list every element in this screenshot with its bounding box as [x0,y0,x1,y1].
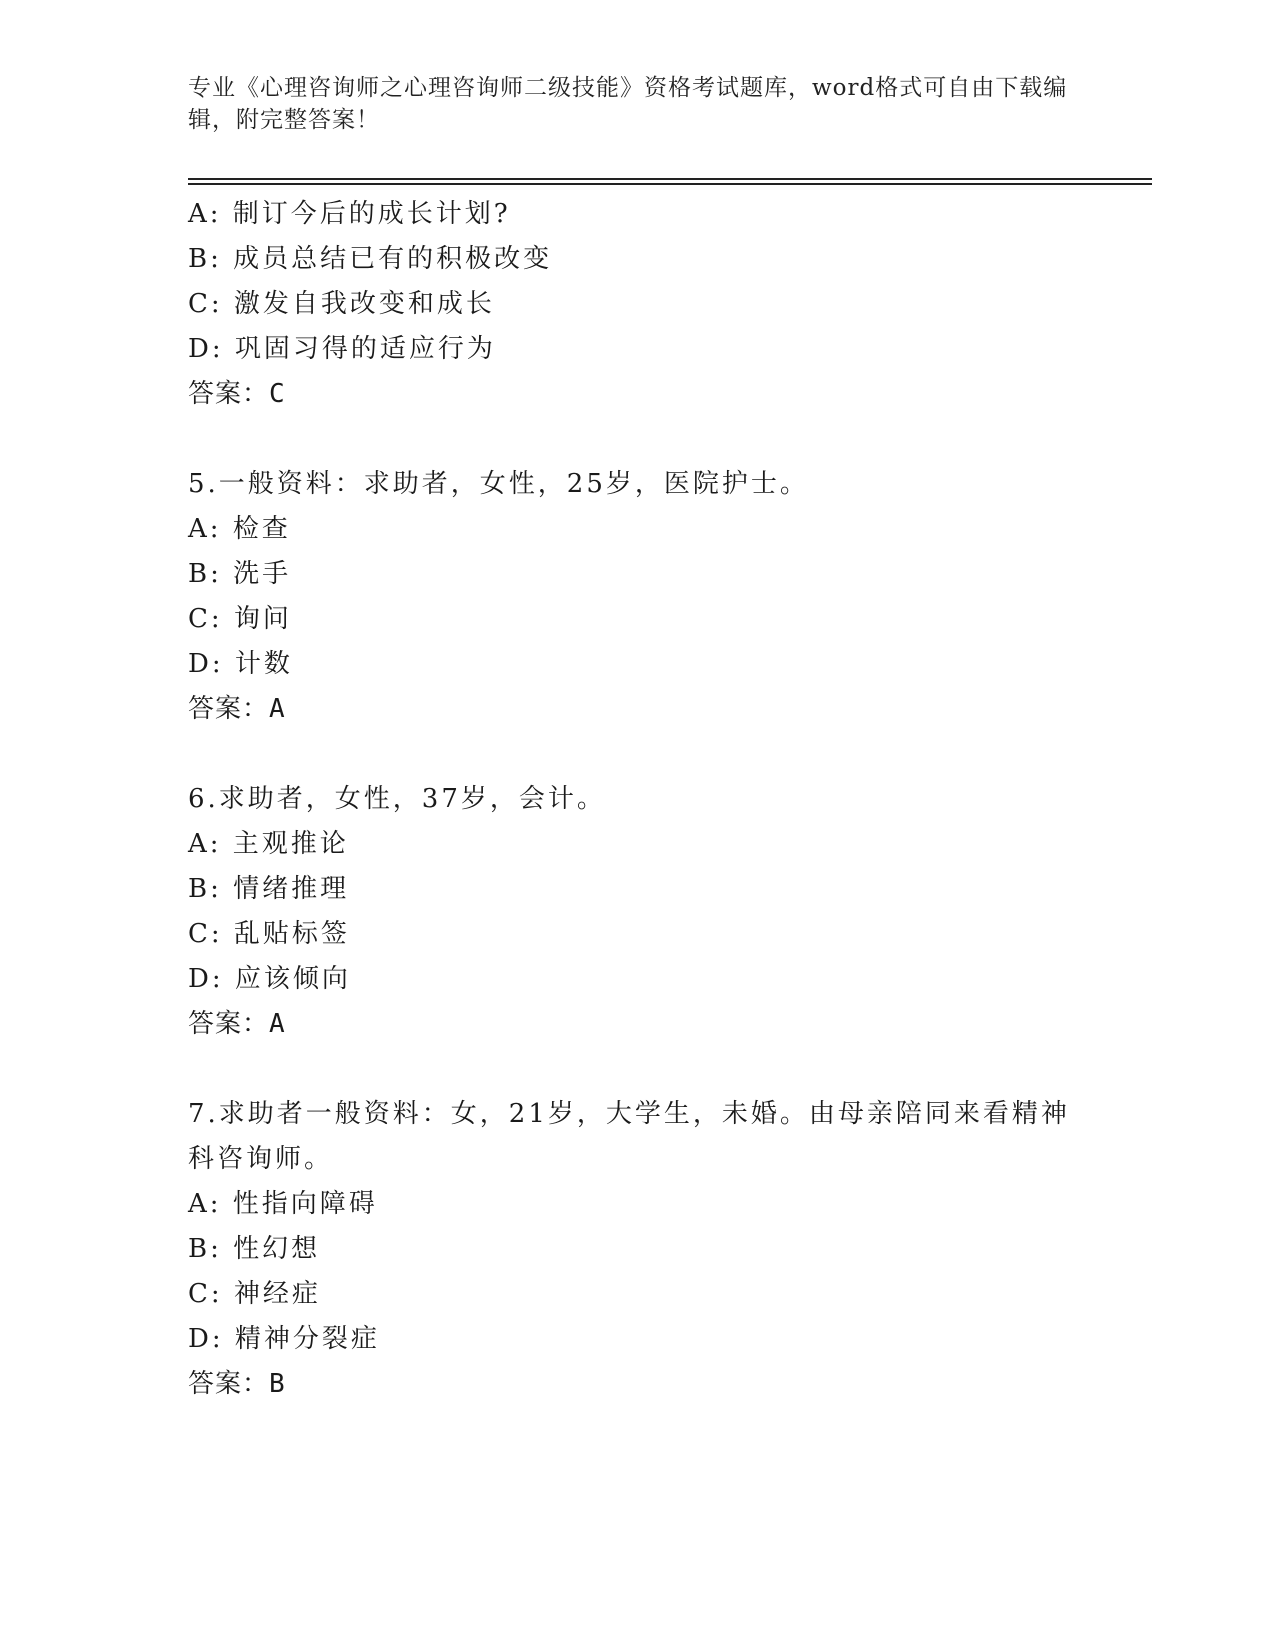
q5-answer-label: 答案： [188,694,270,724]
header-divider-top [188,178,1152,180]
q7-stem-line1: 7.求助者一般资料：女，21岁，大学生，未婚。由母亲陪同来看精神 [188,1099,1070,1129]
q4-answer [188,373,286,410]
document-header: 专业《心理咨询师之心理咨询师二级技能》资格考试题库，word格式可自由下载编辑，附完整答案！ [188,75,1068,133]
q6-option-a: A: 主观推论 [188,829,349,859]
q7-option-a: A: 性指向障碍 [188,1189,378,1219]
q6-option-c: C: 乱贴标签 [188,919,350,949]
header-divider-bottom [188,183,1152,185]
q5-option-d: D: 计数 [188,649,293,679]
q6-answer-label: 答案： [188,1009,270,1039]
q4-option-d: D: 巩固习得的适应行为 [188,334,496,364]
q7-answer [188,1363,286,1400]
q6-stem: 6.求助者，女性，37岁，会计。 [188,784,606,814]
q7-answer-label: 答案： [188,1369,270,1399]
q4-option-c: C: 激发自我改变和成长 [188,289,495,319]
q6-option-d: D: 应该倾向 [188,964,351,994]
q6-answer-value: A [269,1009,286,1039]
q5-option-c: C: 询问 [188,604,292,634]
q4-option-b: B: 成员总结已有的积极改变 [188,244,553,274]
q7-option-b: B: 性幻想 [188,1234,321,1264]
q5-option-a: A: 检查 [188,514,291,544]
q7-option-c: C: 神经症 [188,1279,321,1309]
q7-stem-line2: 科咨询师。 [188,1144,334,1174]
q5-answer-value: A [269,694,286,724]
q6-answer [188,1003,286,1040]
q7-answer-value: B [269,1369,286,1399]
q4-option-a: A: 制订今后的成长计划? [188,199,511,229]
q4-answer-value: C [269,379,286,409]
q4-answer-label: 答案： [188,379,270,409]
q5-answer [188,688,286,725]
q5-option-b: B: 洗手 [188,559,292,589]
q6-option-b: B: 情绪推理 [188,874,350,904]
q5-stem: 5.一般资料：求助者，女性，25岁，医院护士。 [188,469,809,499]
q7-option-d: D: 精神分裂症 [188,1324,380,1354]
